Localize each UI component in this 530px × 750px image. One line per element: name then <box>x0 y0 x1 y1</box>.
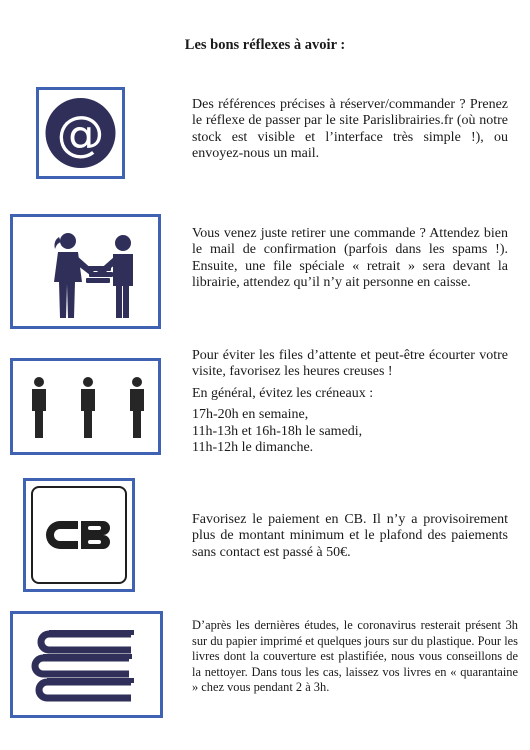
books-icon-frame <box>10 611 163 718</box>
cb-label: CB <box>79 585 81 586</box>
section-reservation-text <box>192 97 508 163</box>
payment-paragraph: Favorisez le paiement en CB. Il n’y a provisoirement plus de montant minimum et le plafond des paiements sans contact est passé à 50€. <box>192 512 508 560</box>
section-pickup-text <box>192 226 508 292</box>
at-icon-frame <box>36 87 125 179</box>
section-virus-text <box>192 618 518 696</box>
queue-icon-frame <box>10 358 161 455</box>
reservation-paragraph: Des références précises à réserver/commander ? Prenez le réflexe de passer par le site Parislibrairies.fr (où notre stock est visible et l’interface très simple !), ou envoyez-nous un mail. <box>192 97 508 162</box>
hours-subtext: En général, évitez les créneaux : <box>192 385 374 401</box>
cb-card-icon <box>26 481 132 589</box>
time-slot-weekday: 17h-20h en semaine, <box>192 407 309 423</box>
queue-people-icon <box>13 361 158 452</box>
pickup-paragraph: Vous venez juste retirer une commande ? Attendez bien le mail de confirmation (parfois dans les spams !). Ensuite, une file spéciale « retrait » sera devant la librairie, attendez qu’il n’y ait personne en caisse. <box>192 226 508 291</box>
time-slot-sunday: 11h-12h le dimanche. <box>192 440 314 456</box>
handover-icon <box>13 217 158 326</box>
section-payment-text <box>192 512 508 561</box>
time-slot-saturday: 11h-13h et 16h-18h le samedi, <box>192 423 363 439</box>
virus-paragraph: D’après les dernières études, le coronavirus resterait présent 3h sur du papier imprimé et quelques jours sur du plastique. Pour les livres dont la couverture est plastifiée, nous vous conseillons de la nettoyer. Dans tous les cas, laissez vos livres en « quarantaine » chez vous pendant 2 à 3h. <box>192 618 518 695</box>
handover-icon-frame <box>10 214 161 329</box>
books-stack-icon <box>13 614 160 715</box>
at-sign-icon <box>39 90 122 176</box>
page-title: Les bons réflexes à avoir : <box>184 37 346 53</box>
hours-times-list <box>192 407 508 456</box>
svg-text:@: @ <box>56 106 105 162</box>
hours-paragraph: Pour éviter les files d’attente et peut-être écourter votre visite, favorisez les heures creuses ! <box>192 348 508 380</box>
section-hours-text <box>192 348 508 456</box>
cb-icon-frame <box>23 478 135 592</box>
